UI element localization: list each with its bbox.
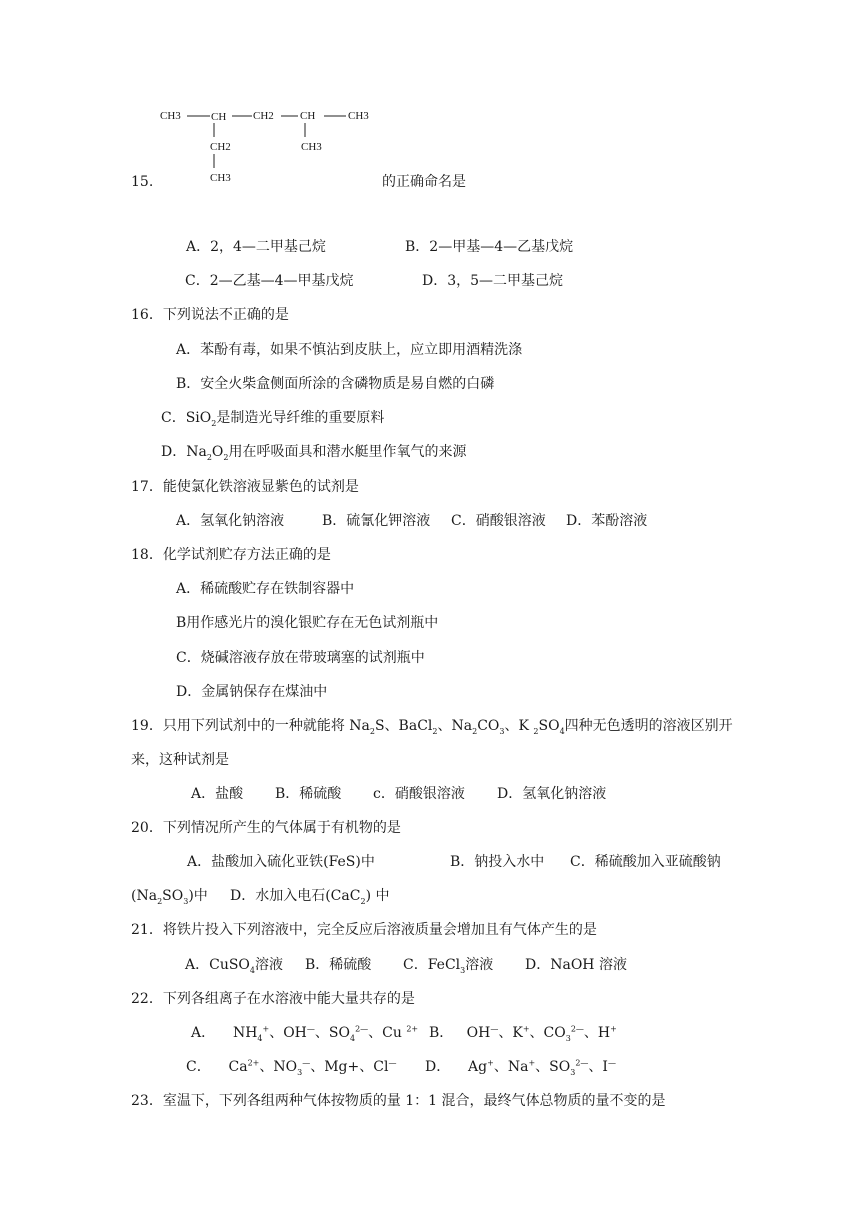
q21-option-a: A．CuSO$_4$溶液	[185, 957, 284, 975]
q19-option-a: A．盐酸	[191, 786, 244, 802]
q18-option-a: A．稀硫酸贮存在铁制容器中	[176, 581, 355, 597]
q19-stem-line2: 来，这种试剂是	[131, 752, 229, 768]
q18-option-c: C．烧碱溶液存放在带玻璃塞的试剂瓶中	[176, 650, 425, 666]
q22-option-a: A． $NH_4^+$、OH—、$SO_4^{2—}$、Cu $^{2+}$	[191, 1024, 419, 1043]
q19-stem: 19．只用下列试剂中的一种就能将 $Na_2S$、BaCl$_2$、$Na_2CO_3$、K $_2SO_4$四种无色透明的溶液区别开	[131, 718, 733, 736]
q20-stem: 20．下列情况所产生的气体属于有机物的是	[131, 820, 401, 836]
q19-option-b: B．稀硫酸	[275, 786, 342, 802]
q15-option-a: A．2，4—二甲基己烷	[186, 239, 326, 255]
q21-option-d: D．NaOH 溶液	[525, 957, 627, 973]
q17-stem: 17．能使氯化铁溶液显紫色的试剂是	[131, 479, 359, 495]
atom-ch-2: CH	[300, 110, 316, 122]
q18-option-b: B用作感光片的溴化银贮存在无色试剂瓶中	[176, 615, 439, 631]
q15-stem-suffix: 的正确命名是	[382, 174, 466, 190]
q15-option-c: C．2—乙基—4—甲基戊烷	[185, 273, 354, 289]
q16-option-b: B．安全火柴盒侧面所涂的含磷物质是易自燃的白磷	[176, 376, 495, 392]
structural-formula	[160, 104, 390, 190]
q19-option-c: c．硝酸银溶液	[373, 786, 465, 802]
q17-option-a: A．氢氧化钠溶液	[176, 513, 285, 529]
q16-option-c: C．SiO$_2$是制造光导纤维的重要原料	[161, 410, 385, 428]
q21-stem: 21．将铁片投入下列溶液中，完全反应后溶液质量会增加且有气体产生的是	[131, 922, 597, 938]
q15-option-d: D．3，5—二甲基己烷	[422, 273, 564, 289]
atom-ch2-mid: CH2	[253, 110, 274, 122]
q22-stem: 22．下列各组离子在水溶液中能大量共存的是	[131, 991, 415, 1007]
atom-ch3-right: CH3	[348, 110, 369, 122]
atom-branch1-ch2: CH2	[210, 141, 231, 153]
q16-stem: 16．下列说法不正确的是	[131, 307, 289, 323]
atom-branch2-ch3: CH3	[301, 141, 322, 153]
q18-option-d: D．金属钠保存在煤油中	[176, 684, 328, 700]
q20-option-b: B．钠投入水中	[450, 854, 545, 870]
q17-option-c: C．硝酸银溶液	[451, 513, 546, 529]
q20-option-c: C．稀硫酸加入亚硫酸钠	[570, 854, 721, 870]
q21-option-c: C．FeCl$_3$溶液	[403, 957, 494, 975]
q18-stem: 18．化学试剂贮存方法正确的是	[131, 547, 331, 563]
q15-number: 15.	[131, 174, 154, 190]
q21-option-b: B．稀硫酸	[305, 957, 372, 973]
q16-option-a: A．苯酚有毒，如果不慎沾到皮肤上，应立即用酒精洗涤	[176, 342, 523, 358]
q20-option-a: A．盐酸加入硫化亚铁(FeS)中	[187, 854, 375, 870]
q17-option-b: B．硫氰化钾溶液	[322, 513, 431, 529]
q22-option-b: B． OH—、K+、$CO_3^{2—}$、H+	[429, 1024, 617, 1043]
q15-option-b: B．2—甲基—4—乙基戊烷	[405, 239, 574, 255]
q22-option-c: C． $Ca^{2+}$、$NO_3^—$、Mg+、Cl—	[186, 1058, 397, 1077]
q22-option-d: D． Ag+、Na+、$SO_3^{2—}$、I—	[425, 1058, 616, 1077]
q17-option-d: D．苯酚溶液	[566, 513, 648, 529]
atom-ch-1: CH	[211, 111, 227, 123]
q20-option-d: D．水加入电石(CaC$_2$) 中	[230, 888, 390, 906]
q16-option-d: D．$Na_2O_2$用在呼吸面具和潜水艇里作氧气的来源	[161, 444, 467, 462]
atom-branch1-ch3: CH3	[210, 172, 231, 184]
q19-option-d: D．氢氧化钠溶液	[497, 786, 607, 802]
q20-option-c-continued: $(Na_2SO_3)$中	[131, 888, 208, 906]
q23-stem: 23．室温下，下列各组两种气体按物质的量 1：1 混合，最终气体总物质的量不变的是	[131, 1093, 666, 1109]
atom-ch3-left: CH3	[160, 110, 181, 122]
